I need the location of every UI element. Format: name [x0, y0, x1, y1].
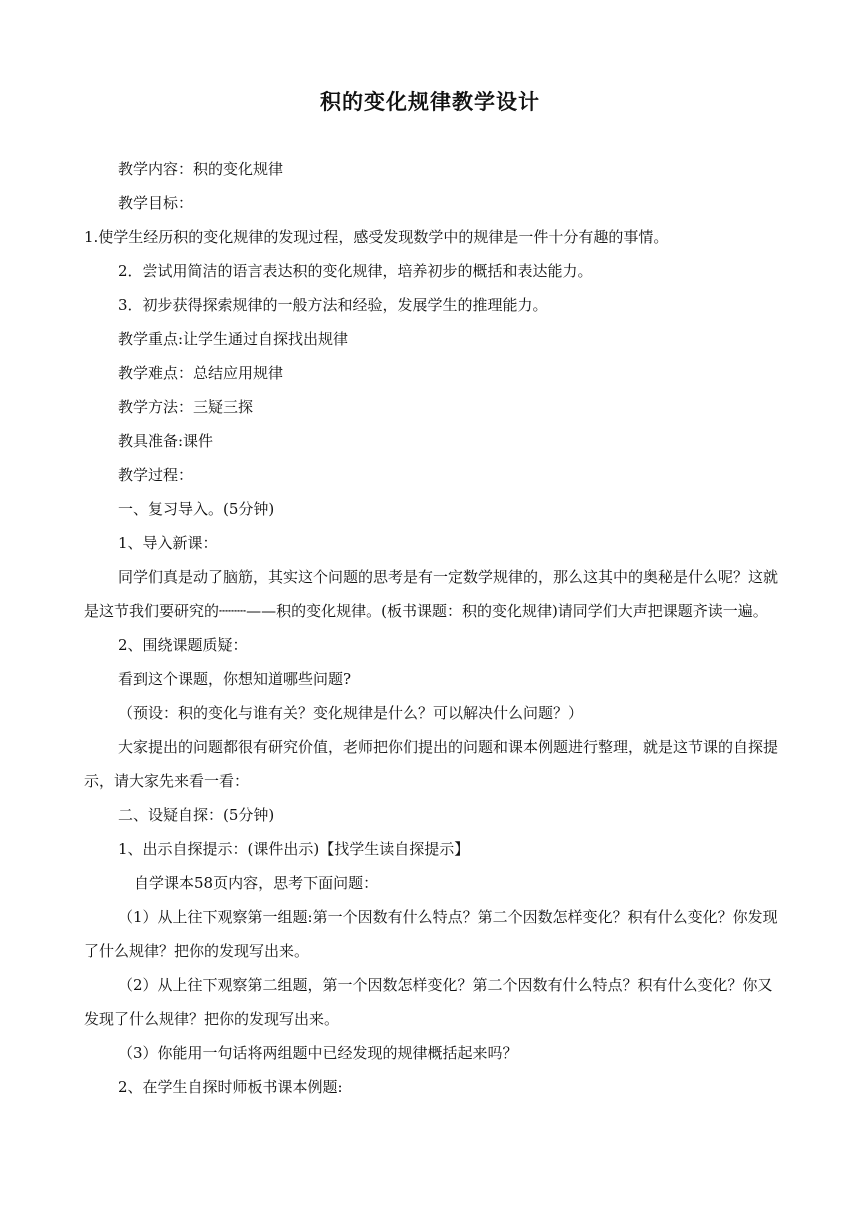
- paragraph-section-2: 二、设疑自探：(5分钟): [118, 806, 275, 824]
- paragraph-objective-2: 2．尝试用简洁的语言表达积的变化规律，培养初步的概括和表达能力。: [118, 262, 593, 280]
- paragraph-question-prompt: 看到这个课题，你想知道哪些问题?: [118, 670, 352, 688]
- paragraph-method: 教学方法：三疑三探: [118, 398, 254, 416]
- paragraph-section-1: 一、复习导入。(5分钟): [118, 500, 275, 518]
- paragraph-objectives-heading: 教学目标：: [118, 194, 194, 212]
- paragraph-difficulty: 教学难点：总结应用规律: [118, 364, 284, 382]
- paragraph-question-heading: 2、围绕课题质疑：: [118, 636, 248, 654]
- paragraph-content: 教学内容：积的变化规律: [118, 160, 284, 178]
- paragraph-preset: （预设：积的变化与谁有关？变化规律是什么？可以解决什么问题？）: [118, 704, 584, 722]
- paragraph-intro-heading: 1、导入新课：: [118, 534, 218, 552]
- paragraph-teacher-note: 大家提出的问题都很有研究价值，老师把你们提出的问题和课本例题进行整理，就是这节课的自探提示，请大家先来看一看：: [84, 738, 779, 790]
- paragraph-process-heading: 教学过程：: [118, 466, 194, 484]
- paragraph-show-hints: 1、出示自探提示：(课件出示)【找学生读自探提示】: [118, 840, 470, 858]
- paragraph-materials: 教具准备:课件: [118, 432, 214, 450]
- paragraph-objective-3: 3．初步获得探索规律的一般方法和经验，发展学生的推理能力。: [118, 296, 548, 314]
- page-title: 积的变化规律教学设计: [320, 90, 540, 114]
- paragraph-key-point: 教学重点:让学生通过自探找出规律: [118, 330, 349, 348]
- paragraph-intro-text: 同学们真是动了脑筋，其实这个问题的思考是有一定数学规律的，那么这其中的奥秘是什么呢？这就是这节我们要研究的┄┄┄——积的变化规律。(板书课题：积的变化规律)请同学们大声把课题齐读一遍。: [84, 568, 779, 620]
- paragraph-board-examples: 2、在学生自探时师板书课本例题:: [118, 1078, 343, 1096]
- paragraph-question-3: （3）你能用一句话将两组题中已经发现的规律概括起来吗？: [118, 1044, 518, 1062]
- paragraph-question-1: （1）从上往下观察第一组题:第一个因数有什么特点？第二个因数怎样变化？积有什么变化？你发现了什么规律？把你的发现写出来。: [84, 908, 778, 960]
- document-body: [84, 152, 784, 1104]
- paragraph-self-study: 自学课本58页内容，思考下面问题：: [134, 874, 379, 892]
- paragraph-question-2: （2）从上往下观察第二组题，第一个因数怎样变化？第二个因数有什么特点？积有什么变化？你又发现了什么规律？把你的发现写出来。: [84, 976, 773, 1028]
- paragraph-objective-1: 1.使学生经历积的变化规律的发现过程，感受发现数学中的规律是一件十分有趣的事情。: [84, 228, 669, 246]
